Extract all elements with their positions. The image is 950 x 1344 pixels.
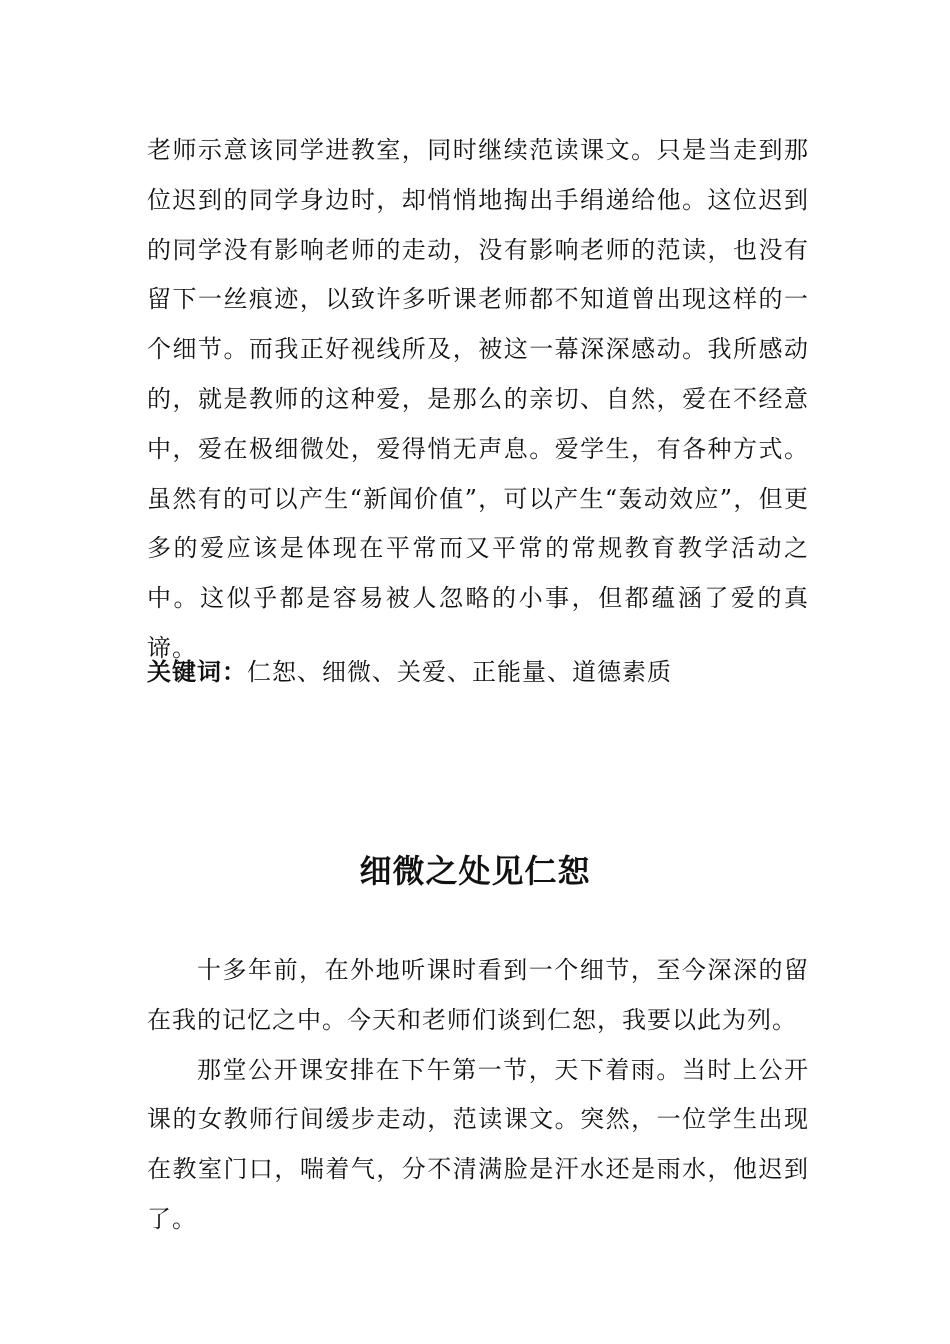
article-body: [147, 946, 809, 1245]
keywords-value: 仁恕、细微、关爱、正能量、道德素质: [247, 658, 672, 686]
body-paragraph: 那堂公开课安排在下午第一节，天下着雨。当时上公开课的女教师行间缓步走动，范读课文。突然，一位学生出现在教室门口，喘着气，分不清满脸是汗水还是雨水，他迟到了。: [147, 1055, 809, 1233]
continued-paragraph: 老师示意该同学进教室，同时继续范读课文。只是当走到那位迟到的同学身边时，却悄悄地掏出手绢递给他。这位迟到的同学没有影响老师的走动，没有影响老师的范读，也没有留下一丝痕迹，以致许多听课老师都不知道曾出现这样的一个细节。而我正好视线所及，被这一幕深深感动。我所感动的，就是教师的这种爱，是那么的亲切、自然，爱在不经意中，爱在极细微处，爱得悄无声息。爱学生，有各种方式。虽然有的可以产生“新闻价值”，可以产生“轰动效应”，但更多的爱应该是体现在平常而又平常的常规教育教学活动之中。这似乎都是容易被人忽略的小事，但都蕴涵了爱的真谛。: [147, 136, 809, 662]
article-title: 细微之处见仁恕: [359, 852, 591, 890]
keywords-label: 关键词：: [147, 658, 247, 686]
keywords-line: [147, 648, 809, 698]
body-paragraph: 十多年前，在外地听课时看到一个细节，至今深深的留在我的记忆之中。今天和老师们谈到仁恕，我要以此为列。: [147, 956, 809, 1034]
